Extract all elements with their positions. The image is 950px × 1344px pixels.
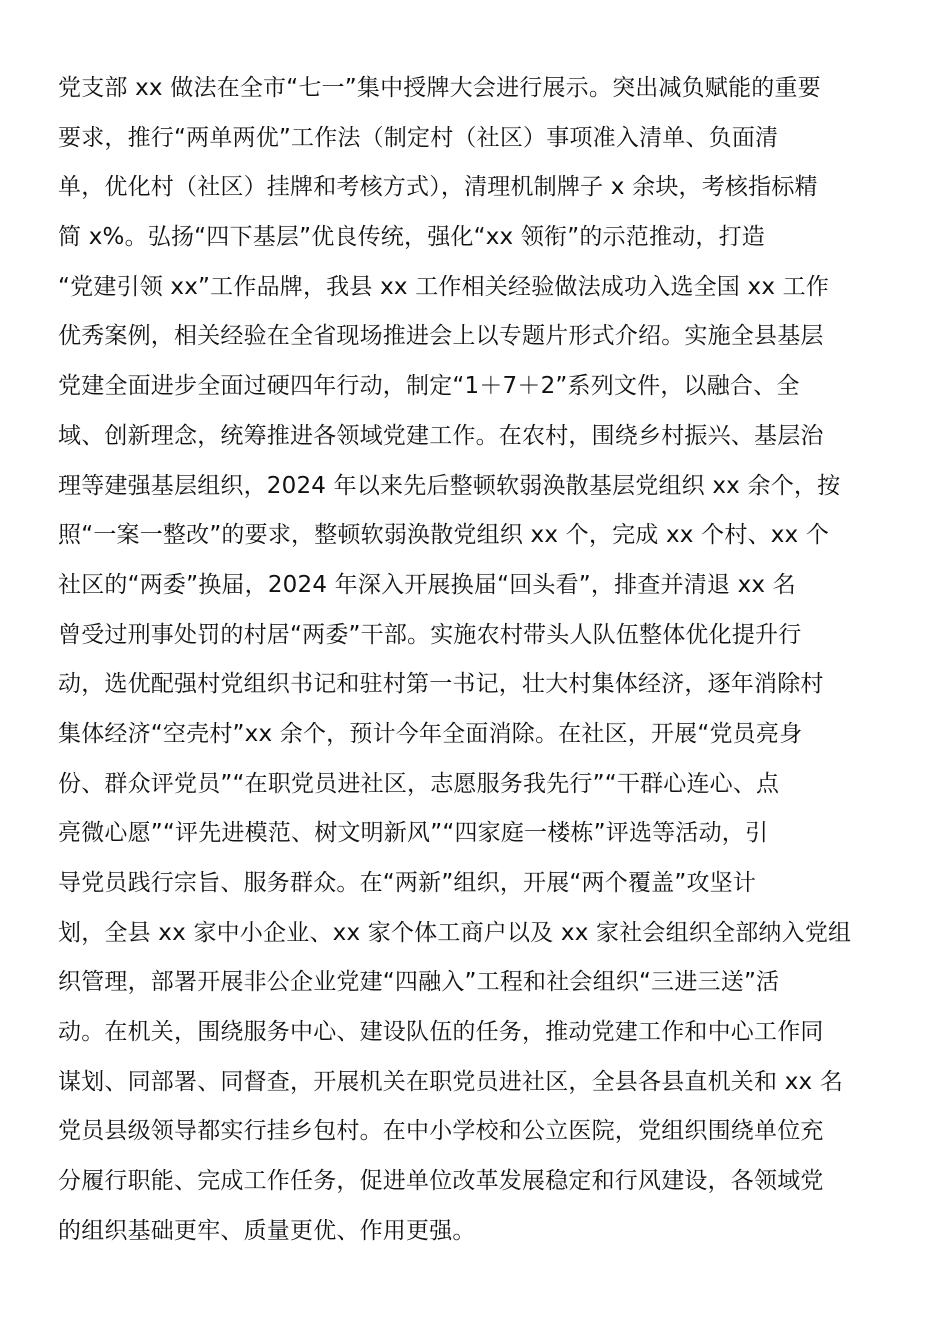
text-line-4: 简 x%。弘扬“四下基层”优良传统，强化“xx 领衔”的示范推动，打造 [58,224,765,251]
text-line-8: 域、创新理念，统筹推进各领域党建工作。在农村，围绕乡村振兴、基层治 [58,422,824,449]
text-line-9: 理等建强基层组织，2024 年以来先后整顿软弱涣散基层党组织 xx 余个，按 [58,472,841,499]
body-paragraph [58,64,892,1257]
text-line-19: 织管理，部署开展非公企业党建“四融入”工程和社会组织“三进三送”活 [58,969,780,996]
text-line-24: 的组织基础更牢、质量更优、作用更强。 [58,1217,476,1244]
text-line-14: 集体经济“空壳村”xx 余个，预计今年全面消除。在社区，开展“党员亮身 [58,720,803,747]
text-line-18: 划，全县 xx 家中小企业、xx 家个体工商户以及 xx 家社会组织全部纳入党组 [58,919,852,946]
text-line-10: 照“一案一整改”的要求，整顿软弱涣散党组织 xx 个，完成 xx 个村、xx 个 [58,522,830,549]
text-line-2: 要求，推行“两单两优”工作法（制定村（社区）事项准入清单、负面清 [58,124,779,151]
text-line-21: 谋划、同部署、同督查，开展机关在职党员进社区，全县各县直机关和 xx 名 [58,1068,844,1095]
text-line-5: “党建引领 xx”工作品牌，我县 xx 工作相关经验做法成功入选全国 xx 工作 [58,273,830,300]
text-line-17: 导党员践行宗旨、服务群众。在“两新”组织，开展“两个覆盖”攻坚计 [58,870,757,896]
text-line-12: 曾受过刑事处罚的村居“两委”干部。实施农村带头人队伍整体优化提升行 [58,621,802,648]
text-line-20: 动。在机关，围绕服务中心、建设队伍的任务，推动党建工作和中心工作同 [58,1019,824,1046]
text-line-11: 社区的“两委”换届，2024 年深入开展换届“回头看”，排查并清退 xx 名 [58,571,796,598]
text-line-7: 党建全面进步全面过硬四年行动，制定“1＋7＋2”系列文件，以融合、全 [58,373,800,400]
text-line-13: 动，选优配强村党组织书记和驻村第一书记，壮大村集体经济，逐年消除村 [58,671,824,698]
text-line-15: 份、群众评党员”“在职党员进社区，志愿服务我先行”“干群心连心、点 [58,770,780,797]
text-line-23: 分履行职能、完成工作任务，促进单位改革发展稳定和行风建设，各领域党 [58,1168,824,1195]
text-line-6: 优秀案例，相关经验在全省现场推进会上以专题片形式介绍。实施全县基层 [58,323,824,350]
text-line-3: 单，优化村（社区）挂牌和考核方式），清理机制牌子 x 余块，考核指标精 [58,174,818,201]
text-line-22: 党员县级领导都实行挂乡包村。在中小学校和公立医院，党组织围绕单位充 [58,1118,824,1145]
text-line-16: 亮微心愿”“评先进模范、树文明新风”“四家庭一楼栋”评选等活动，引 [58,820,769,847]
text-line-1: 党支部 xx 做法在全市“七一”集中授牌大会进行展示。突出减负赋能的重要 [58,75,821,101]
